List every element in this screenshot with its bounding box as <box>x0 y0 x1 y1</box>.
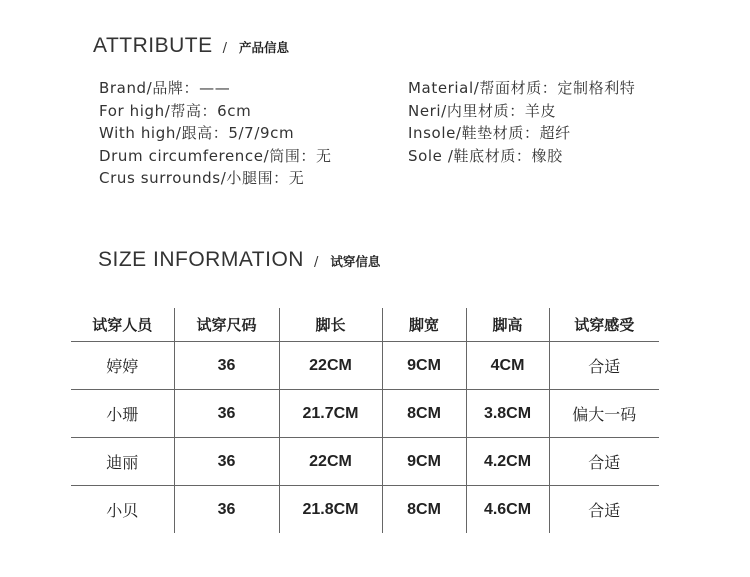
attribute-heading <box>93 34 289 58</box>
attribute-calf-circumference: Crus surrounds/小腿围：无 <box>99 169 305 187</box>
attribute-sole: Sole /鞋底材质：橡胶 <box>408 146 563 165</box>
table-row <box>71 438 659 486</box>
cell-size: 36 <box>174 438 279 486</box>
cell-foot-width: 9CM <box>382 342 466 390</box>
cell-fit-feeling: 合适 <box>549 342 659 390</box>
header-foot-width: 脚宽 <box>382 308 466 342</box>
table-row <box>71 342 659 390</box>
attribute-insole: Insole/鞋垫材质：超纤 <box>408 124 571 142</box>
cell-tester: 小贝 <box>71 486 174 534</box>
cell-fit-feeling: 合适 <box>549 438 659 486</box>
attribute-material: Material/帮面材质：定制格利特 <box>408 79 636 97</box>
header-fit-feeling: 试穿感受 <box>549 308 659 342</box>
cell-foot-height: 4.2CM <box>466 438 549 486</box>
attribute-list-right <box>408 77 635 167</box>
size-info-title-cn: 试穿信息 <box>330 254 381 269</box>
cell-tester: 小珊 <box>71 390 174 438</box>
cell-size: 36 <box>174 390 279 438</box>
cell-foot-width: 9CM <box>382 438 466 486</box>
cell-foot-length: 22CM <box>279 342 382 390</box>
size-info-title-en: SIZE INFORMATION <box>98 248 304 271</box>
attribute-shaft-circumference: Drum circumference/筒围：无 <box>99 146 332 165</box>
cell-foot-width: 8CM <box>382 486 466 534</box>
table-row <box>71 486 659 534</box>
size-info-heading <box>98 248 380 272</box>
header-tester: 试穿人员 <box>71 308 174 342</box>
attribute-lining: Neri/内里材质：羊皮 <box>408 101 557 120</box>
cell-foot-height: 3.8CM <box>466 390 549 438</box>
attribute-upper-height: For high/帮高：6cm <box>99 101 252 120</box>
table-header-row <box>71 308 659 342</box>
attribute-heel-height: With high/跟高：5/7/9cm <box>99 124 295 142</box>
cell-size: 36 <box>174 486 279 534</box>
header-size: 试穿尺码 <box>174 308 279 342</box>
cell-tester: 迪丽 <box>71 438 174 486</box>
cell-foot-length: 21.8CM <box>279 486 382 534</box>
cell-fit-feeling: 合适 <box>588 501 621 520</box>
size-table <box>71 308 659 533</box>
attribute-title-separator: / <box>222 41 228 56</box>
attribute-title-en: ATTRIBUTE <box>93 34 213 57</box>
attribute-title-cn: 产品信息 <box>239 40 290 55</box>
cell-foot-height: 4CM <box>466 342 549 390</box>
header-foot-length: 脚长 <box>279 308 382 342</box>
size-info-title-separator: / <box>313 255 319 270</box>
cell-foot-length: 22CM <box>279 438 382 486</box>
cell-size: 36 <box>174 342 279 390</box>
attribute-list-left <box>99 77 332 190</box>
attribute-brand: Brand/品牌：—— <box>99 79 231 97</box>
cell-tester: 婷婷 <box>71 342 174 390</box>
header-foot-height: 脚高 <box>466 308 549 342</box>
cell-foot-height: 4.6CM <box>466 486 549 534</box>
cell-foot-width: 8CM <box>382 390 466 438</box>
cell-fit-feeling: 偏大一码 <box>549 390 659 438</box>
cell-foot-length: 21.7CM <box>279 390 382 438</box>
table-row <box>71 390 659 438</box>
